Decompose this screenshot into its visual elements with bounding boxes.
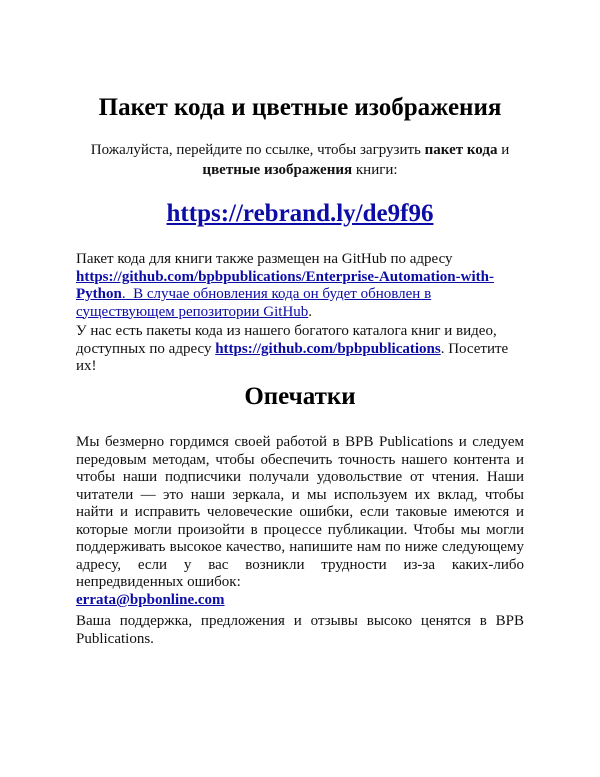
errata-email-link[interactable]: errata@bpbonline.com (76, 592, 225, 608)
catalog-text: У нас есть пакеты кода из нашего богатого каталога книг и видео, доступных по адресу (76, 323, 497, 357)
github-paragraph (76, 251, 524, 321)
github-text: Пакет кода для книги также размещен на GitHub по адресу (76, 251, 453, 267)
errata-paragraph: Мы безмерно гордимся своей работой в BPB Publications и следуем передовым методам, чтобы обеспечить точность нашего контента и чтобы наши подписчики получали удовольствие от чтения. Наши читатели — это наши зеркала, и мы используем их вклад, чтобы найти и исправить человеческие ошибки, если таковые имеются и которые могли произойти в процессе публикации. Чтобы мы могли поддерживать высокое качество, напишите нам по ниже следующему адресу, если у вас возникли трудности из-за каких-либо непредвиденных ошибок: (76, 434, 524, 590)
catalog-link[interactable]: https://github.com/bpbpublications (215, 340, 441, 357)
intro-text: Пожалуйста, перейдите по ссылке, чтобы загрузить (90, 142, 425, 158)
thanks-paragraph: Ваша поддержка, предложения и отзывы высоко ценятся в BPB Publications. (76, 613, 524, 647)
catalog-paragraph (76, 323, 524, 376)
intro-text: и (497, 142, 510, 158)
intro-bold-code-bundle: пакет кода (424, 142, 498, 158)
section-title-code-bundle: Пакет кода и цветные изображения (98, 94, 502, 121)
intro-bold-color-images: цветные изображения (202, 162, 353, 178)
download-link[interactable]: https://rebrand.ly/de9f96 (166, 200, 434, 227)
catalog-text-end: . Посетите их! (76, 340, 509, 374)
github-repo-link[interactable]: https://github.com/bpbpublications/Enterprise-Automation-with- Python (76, 268, 494, 302)
section-title-errata: Опечатки (244, 383, 356, 410)
github-update-note[interactable]: . В случае обновления кода он будет обновлен в существующем репозитории GitHub (76, 286, 432, 320)
intro-text: книги: (352, 162, 398, 178)
intro-paragraph (76, 140, 524, 180)
download-link-container (76, 199, 524, 229)
errata-email-container (76, 592, 524, 610)
github-text-end: . (308, 303, 313, 320)
